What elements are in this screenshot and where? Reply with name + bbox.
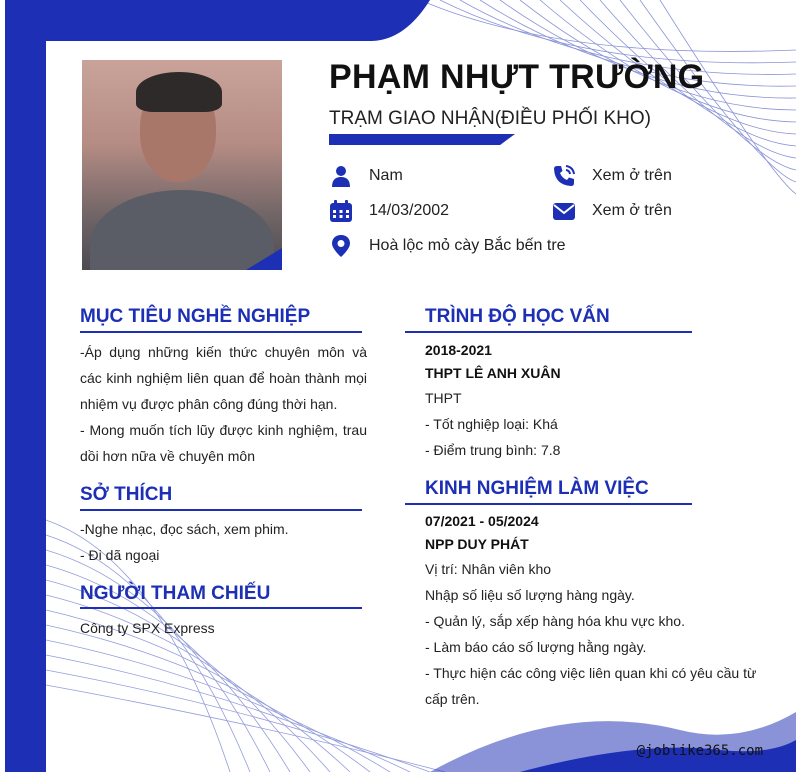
hobbies-divider: [80, 509, 362, 511]
phone-icon: [552, 164, 576, 188]
reference-item: Công ty SPX Express: [80, 620, 215, 636]
experience-line: Vị trí: Nhân viên kho: [425, 561, 552, 577]
education-school: THPT LÊ ANH XUÂN: [425, 365, 561, 381]
objective-divider: [80, 331, 362, 333]
education-divider: [405, 331, 692, 333]
objective-text: [80, 339, 367, 469]
candidate-name: PHẠM NHỰT TRƯỜNG: [329, 58, 705, 96]
objective-paragraph: - Mong muốn tích lũy được kinh nghiệm, trau dồi hơn nữa về chuyên môn: [80, 422, 367, 464]
email-row: [552, 199, 672, 223]
objective-title: MỤC TIÊU NGHỀ NGHIỆP: [80, 306, 311, 327]
location-pin-icon: [329, 234, 353, 258]
education-period: 2018-2021: [425, 342, 492, 358]
experience-company: NPP DUY PHÁT: [425, 536, 529, 552]
gender-row: [329, 164, 403, 188]
birthdate-row: [329, 199, 449, 223]
gender-value: Nam: [369, 167, 403, 184]
hobby-item: -Nghe nhạc, đọc sách, xem phim.: [80, 521, 289, 537]
education-line: - Tốt nghiệp loại: Khá: [425, 416, 558, 432]
experience-period: 07/2021 - 05/2024: [425, 513, 539, 529]
references-divider: [80, 607, 362, 609]
experience-line: Nhập số liệu số lượng hàng ngày.: [425, 587, 635, 603]
envelope-icon: [552, 199, 576, 223]
phone-value: Xem ở trên: [592, 167, 672, 184]
address-value: Hoà lộc mỏ cày Bắc bến tre: [369, 237, 566, 254]
address-row: [329, 234, 566, 258]
education-title: TRÌNH ĐỘ HỌC VẤN: [425, 306, 610, 327]
objective-paragraph: -Áp dụng những kiến thức chuyên môn và các kinh nghiệm liên quan để hoàn thành mọi nhiệm vụ được phân công đúng thời hạn.: [80, 344, 367, 412]
experience-line: - Quản lý, sắp xếp hàng hóa khu vực kho.: [425, 613, 685, 629]
birthdate-value: 14/03/2002: [369, 202, 450, 219]
position-underline: [329, 134, 515, 145]
education-line: - Điểm trung bình: 7.8: [425, 442, 561, 458]
watermark: @joblike365.com: [636, 743, 763, 759]
calendar-icon: [329, 199, 353, 223]
phone-row: [552, 164, 672, 188]
experience-divider: [405, 503, 692, 505]
experience-line: - Làm báo cáo số lượng hằng ngày.: [425, 639, 647, 655]
hobby-item: - Đi dã ngoại: [80, 547, 160, 563]
experience-line: - Thực hiện các công việc liên quan khi có yêu cầu từ cấp trên.: [425, 665, 757, 707]
user-icon: [329, 164, 353, 188]
job-position: TRẠM GIAO NHẬN(ĐIỀU PHỐI KHO): [329, 108, 651, 129]
references-title: NGƯỜI THAM CHIẾU: [80, 583, 271, 604]
profile-photo: [82, 60, 282, 270]
hobbies-title: SỞ THÍCH: [80, 484, 173, 505]
experience-title: KINH NGHIỆM LÀM VIỆC: [425, 478, 649, 499]
email-value: Xem ở trên: [592, 202, 672, 219]
education-line: THPT: [425, 390, 462, 406]
